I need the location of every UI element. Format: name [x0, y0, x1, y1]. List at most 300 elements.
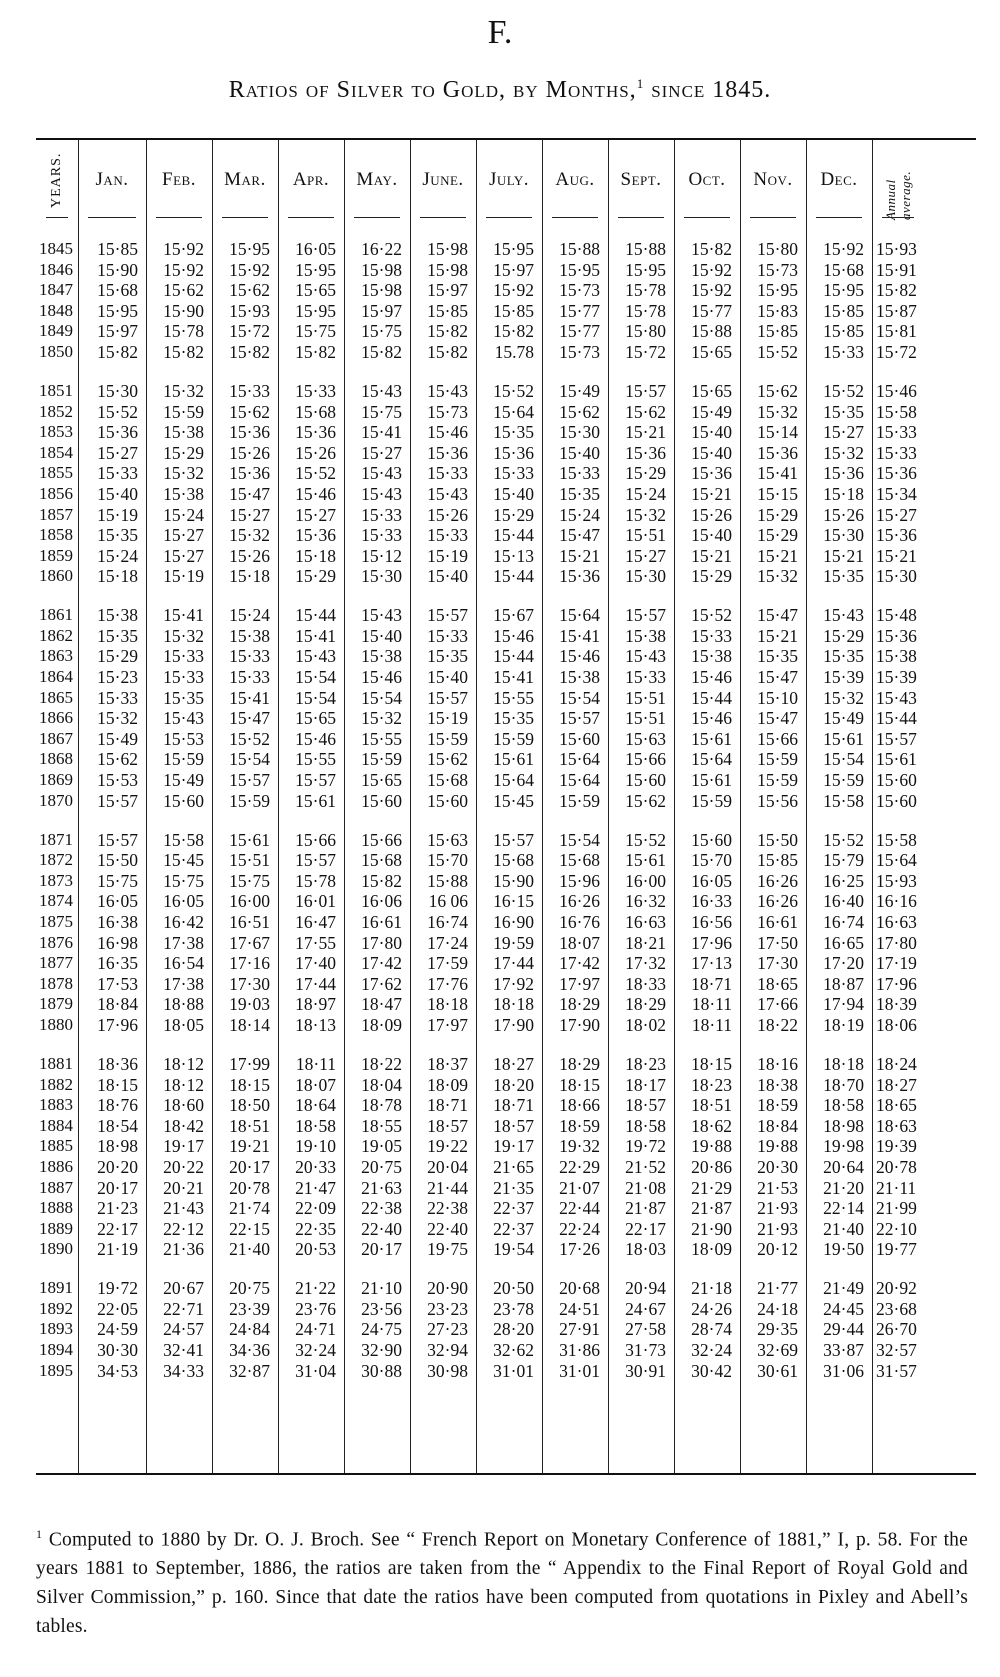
row-group: [212, 381, 278, 587]
table-cell: 21·11: [876, 1177, 917, 1198]
table-cell: 15·46: [559, 646, 600, 667]
table-cell: 15·60: [361, 790, 402, 811]
table-cell: 20·86: [691, 1156, 732, 1177]
table-cell: 16·05: [163, 891, 204, 912]
table-cell: 26·70: [876, 1319, 917, 1340]
table-cell: 29·35: [757, 1319, 798, 1340]
table-cell: 18·23: [691, 1074, 732, 1095]
table-cell: 15·68: [823, 259, 864, 280]
year-cell: 1862: [39, 625, 73, 645]
year-cell: 1884: [39, 1115, 73, 1135]
table-cell: 18·15: [229, 1074, 270, 1095]
table-cell: 15·78: [295, 870, 336, 891]
table-cell: 18·24: [876, 1053, 917, 1074]
table-cell: 18·12: [163, 1074, 204, 1095]
header-rule: [288, 217, 334, 218]
table-cell: 15·82: [691, 239, 732, 259]
table-cell: 18·64: [295, 1095, 336, 1116]
table-cell: 18·57: [625, 1095, 666, 1116]
table-cell: 15·39: [876, 667, 917, 688]
table-cell: 15·24: [229, 605, 270, 626]
table-cell: 15·19: [163, 566, 204, 587]
table-cell: 15·43: [823, 605, 864, 626]
row-group: [212, 1054, 278, 1260]
table-cell: 18·33: [625, 973, 666, 994]
year-cell: 1887: [39, 1177, 73, 1197]
year-cell: 1892: [39, 1298, 73, 1318]
table-cell: 15·38: [361, 646, 402, 667]
table-cell: 18·11: [295, 1053, 336, 1074]
table-cell: 15·21: [757, 545, 798, 566]
table-cell: 15·48: [876, 605, 917, 626]
table-cell: 22·14: [823, 1198, 864, 1219]
table-cell: 18·88: [163, 994, 204, 1015]
table-cell: 18·42: [163, 1115, 204, 1136]
table-cell: 15·66: [295, 829, 336, 850]
column-annual-average: [872, 140, 924, 1473]
table-cell: 15·80: [625, 321, 666, 342]
table-cell: 16·33: [691, 891, 732, 912]
table-cell: 15·36: [229, 422, 270, 443]
column-cells: [806, 239, 872, 1400]
column-header: Aug.: [555, 169, 595, 190]
table-cell: 18·15: [559, 1074, 600, 1095]
table-cell: 15·29: [625, 463, 666, 484]
table-cell: 17·66: [757, 994, 798, 1015]
table-cell: 24·71: [295, 1319, 336, 1340]
table-cell: 16·01: [295, 891, 336, 912]
table-cell: 18·58: [625, 1115, 666, 1136]
table-cell: 17·42: [559, 953, 600, 974]
row-group: [146, 381, 212, 587]
table-cell: 24·18: [757, 1298, 798, 1319]
table-cell: 21·20: [823, 1177, 864, 1198]
table-cell: 15·35: [823, 646, 864, 667]
table-cell: 15·33: [361, 525, 402, 546]
year-cell: 1847: [39, 280, 73, 300]
table-cell: 18·50: [229, 1095, 270, 1116]
table-cell: 31·01: [493, 1360, 534, 1381]
year-cell: 1872: [39, 850, 73, 870]
table-cell: 19·17: [163, 1136, 204, 1157]
table-cell: 15·19: [427, 545, 468, 566]
row-group: [674, 1278, 740, 1381]
year-cell: 1883: [39, 1095, 73, 1115]
header-rule: [486, 217, 532, 218]
row-group: [872, 239, 924, 363]
table-cell: 15·62: [427, 749, 468, 770]
year-cell: 1855: [39, 463, 73, 483]
table-cell: 15·57: [97, 829, 138, 850]
table-cell: 15·82: [876, 280, 917, 301]
table-cell: 17·80: [876, 932, 917, 953]
row-group: [674, 381, 740, 587]
column-cells: [476, 239, 542, 1400]
table-cell: 15·60: [163, 790, 204, 811]
table-cell: 15·95: [229, 239, 270, 259]
table-cell: 15·46: [691, 708, 732, 729]
table-cell: 15·55: [493, 687, 534, 708]
table-cell: 22·35: [295, 1218, 336, 1239]
column-month-3: [278, 140, 345, 1473]
table-cell: 21·93: [757, 1198, 798, 1219]
table-cell: 18·76: [97, 1095, 138, 1116]
row-group: [36, 605, 78, 811]
column-cells: [674, 239, 740, 1400]
table-cell: 20·68: [559, 1278, 600, 1299]
year-cell: 1851: [39, 380, 73, 400]
table-cell: 19·05: [361, 1136, 402, 1157]
table-cell: 15·51: [625, 687, 666, 708]
table-cell: 17·96: [691, 932, 732, 953]
table-cell: 15·49: [559, 380, 600, 401]
table-cell: 15·82: [427, 341, 468, 362]
table-cell: 15·54: [229, 749, 270, 770]
table-cell: 15·33: [559, 463, 600, 484]
table-cell: 15·88: [427, 870, 468, 891]
table-cell: 16·42: [163, 911, 204, 932]
table-cell: 15·56: [757, 790, 798, 811]
table-cell: 15·92: [691, 280, 732, 301]
table-cell: 15·45: [493, 790, 534, 811]
table-cell: 23·23: [427, 1298, 468, 1319]
table-cell: 18·87: [823, 973, 864, 994]
row-group: [278, 239, 344, 363]
year-cell: 1861: [39, 605, 73, 625]
row-group: [278, 1054, 344, 1260]
table-cell: 15·72: [625, 341, 666, 362]
year-cell: 1867: [39, 728, 73, 748]
year-cell: 1876: [39, 932, 73, 952]
table-cell: 15·59: [757, 770, 798, 791]
row-group: [78, 381, 146, 587]
table-cell: 20·67: [163, 1278, 204, 1299]
table-cell: 21·63: [361, 1177, 402, 1198]
table-cell: 15·64: [559, 770, 600, 791]
table-cell: 18·22: [361, 1053, 402, 1074]
table-cell: 16·22: [361, 239, 402, 259]
row-group: [278, 381, 344, 587]
table-cell: 16·47: [295, 911, 336, 932]
table-cell: 15·54: [823, 749, 864, 770]
year-cell: 1853: [39, 422, 73, 442]
table-cell: 15·54: [295, 687, 336, 708]
table-cell: 15·75: [295, 321, 336, 342]
table-cell: 15·43: [427, 483, 468, 504]
appendix-letter: F.: [487, 14, 513, 51]
table-cell: 20·92: [876, 1278, 917, 1299]
table-cell: 15·46: [361, 667, 402, 688]
table-cell: 18·58: [823, 1095, 864, 1116]
table-cell: 15·63: [625, 728, 666, 749]
table-cell: 15·92: [229, 259, 270, 280]
table-cell: 15·62: [229, 280, 270, 301]
table-cell: 15·33: [427, 525, 468, 546]
column-header: Sept.: [620, 169, 662, 190]
table-cell: 15·32: [757, 566, 798, 587]
table-cell: 16·26: [559, 891, 600, 912]
table-cell: 21·22: [295, 1278, 336, 1299]
table-cell: 15·50: [97, 850, 138, 871]
table-cell: 17·90: [559, 1014, 600, 1035]
table-cell: 18·18: [493, 994, 534, 1015]
table-cell: 18·71: [493, 1095, 534, 1116]
table-cell: 15·98: [361, 280, 402, 301]
table-cell: 15·41: [229, 687, 270, 708]
table-cell: 16·25: [823, 870, 864, 891]
row-group: [674, 605, 740, 811]
table-cell: 15·40: [691, 525, 732, 546]
row-group: [212, 605, 278, 811]
table-cell: 18·07: [295, 1074, 336, 1095]
table-cell: 18·78: [361, 1095, 402, 1116]
year-cell: 1858: [39, 525, 73, 545]
table-cell: 15·44: [493, 566, 534, 587]
table-cell: 15·95: [757, 280, 798, 301]
table-cell: 16·15: [493, 891, 534, 912]
table-cell: 30·91: [625, 1360, 666, 1381]
table-cell: 15·38: [559, 667, 600, 688]
table-cell: 15·38: [625, 625, 666, 646]
table-cell: 15·30: [823, 525, 864, 546]
table-cell: 19·54: [493, 1239, 534, 1260]
table-cell: 15·46: [493, 625, 534, 646]
table-cell: 15·30: [559, 422, 600, 443]
table-cell: 18·27: [493, 1053, 534, 1074]
table-cell: 15·27: [163, 545, 204, 566]
table-cell: 16·54: [163, 953, 204, 974]
table-cell: 18·18: [823, 1053, 864, 1074]
table-cell: 15·32: [163, 625, 204, 646]
table-cell: 15·38: [97, 605, 138, 626]
table-cell: 15·80: [757, 239, 798, 259]
header-rule: [420, 217, 466, 218]
table-cell: 15·35: [559, 483, 600, 504]
table-cell: 21·07: [559, 1177, 600, 1198]
table-cell: 15·51: [229, 850, 270, 871]
table-cell: 15·52: [691, 605, 732, 626]
table-cell: 17·13: [691, 953, 732, 974]
table-cell: 17·90: [493, 1014, 534, 1035]
table-cell: 15·92: [691, 259, 732, 280]
table-cell: 15·60: [876, 770, 917, 791]
table-cell: 20·64: [823, 1156, 864, 1177]
row-group: [212, 1278, 278, 1381]
row-group: [674, 1054, 740, 1260]
table-cell: 28·20: [493, 1319, 534, 1340]
table-cell: 15·35: [493, 708, 534, 729]
table-cell: 15·43: [625, 646, 666, 667]
table-cell: 15·40: [97, 483, 138, 504]
table-cell: 15·58: [163, 829, 204, 850]
row-group: [476, 605, 542, 811]
table-cell: 15·26: [295, 442, 336, 463]
table-cell: 15·21: [823, 545, 864, 566]
table-cell: 15·27: [876, 504, 917, 525]
table-cell: 19·88: [691, 1136, 732, 1157]
column-header: Annual average.: [883, 170, 913, 220]
row-group: [872, 381, 924, 587]
table-cell: 17·53: [97, 973, 138, 994]
row-group: [740, 1054, 806, 1260]
table-cell: 15·36: [427, 442, 468, 463]
table-cell: 15·40: [361, 625, 402, 646]
table-cell: 15·27: [163, 525, 204, 546]
table-cell: 18·39: [876, 994, 917, 1015]
table-cell: 15·77: [559, 321, 600, 342]
table-cell: 15·40: [427, 566, 468, 587]
table-cell: 15·27: [295, 504, 336, 525]
table-cell: 15·35: [97, 625, 138, 646]
table-cell: 15·47: [757, 667, 798, 688]
table-cell: 21·08: [625, 1177, 666, 1198]
table-cell: 15·59: [493, 728, 534, 749]
table-cell: 15·87: [876, 300, 917, 321]
table-cell: 27·91: [559, 1319, 600, 1340]
table-cell: 16·74: [823, 911, 864, 932]
table-cell: 20·17: [361, 1239, 402, 1260]
table-cell: 15·61: [823, 728, 864, 749]
table-cell: 15·43: [361, 483, 402, 504]
table-cell: 24·51: [559, 1298, 600, 1319]
table-cell: 21·47: [295, 1177, 336, 1198]
table-cell: 18·18: [427, 994, 468, 1015]
table-cell: 15·53: [97, 770, 138, 791]
table-cell: 18·38: [757, 1074, 798, 1095]
table-cell: 15·52: [625, 829, 666, 850]
row-group: [78, 830, 146, 1036]
table-cell: 15·33: [427, 625, 468, 646]
year-cell: 1871: [39, 829, 73, 849]
year-cell: 1885: [39, 1136, 73, 1156]
table-cell: 16·61: [361, 911, 402, 932]
row-group: [146, 830, 212, 1036]
table-cell: 15·45: [163, 850, 204, 871]
table-cell: 15·32: [823, 442, 864, 463]
table-cell: 22·17: [97, 1218, 138, 1239]
table-cell: 15·72: [876, 341, 917, 362]
table-cell: 15·61: [691, 770, 732, 791]
table-cell: 15·90: [97, 259, 138, 280]
table-cell: 18·11: [691, 994, 732, 1015]
column-month-11: [806, 140, 873, 1473]
table-cell: 17·30: [229, 973, 270, 994]
table-cell: 21·99: [876, 1198, 917, 1219]
table-cell: 18·65: [757, 973, 798, 994]
table-cell: 18·62: [691, 1115, 732, 1136]
table-cell: 21·43: [163, 1198, 204, 1219]
table-cell: 15·52: [97, 401, 138, 422]
table-cell: 16 06: [428, 891, 468, 912]
table-cell: 15·73: [559, 280, 600, 301]
table-cell: 15·88: [691, 321, 732, 342]
table-cell: 15·33: [229, 667, 270, 688]
table-cell: 16·90: [493, 911, 534, 932]
table-cell: 15·10: [757, 687, 798, 708]
year-cell: 1874: [39, 891, 73, 911]
table-cell: 15·26: [427, 504, 468, 525]
year-cell: 1893: [39, 1319, 73, 1339]
table-cell: 15·24: [163, 504, 204, 525]
table-cell: 18·58: [295, 1115, 336, 1136]
table-cell: 15·73: [757, 259, 798, 280]
table-cell: 31·06: [823, 1360, 864, 1381]
table-cell: 15·59: [559, 790, 600, 811]
table-cell: 15·62: [757, 380, 798, 401]
table-cell: 18·04: [361, 1074, 402, 1095]
table-cell: 15·35: [823, 401, 864, 422]
table-cell: 18·71: [427, 1095, 468, 1116]
table-cell: 15·62: [97, 749, 138, 770]
column-cells: [78, 239, 146, 1400]
table-cell: 15·19: [427, 708, 468, 729]
table-cell: 15·36: [876, 463, 917, 484]
table-cell: 18·63: [876, 1115, 917, 1136]
table-cell: 31·01: [559, 1360, 600, 1381]
table-cell: 15·21: [757, 625, 798, 646]
table-cell: 15·44: [493, 525, 534, 546]
table-cell: 15·79: [823, 850, 864, 871]
table-cell: 19·21: [229, 1136, 270, 1157]
table-cell: 21·19: [97, 1239, 138, 1260]
table-cell: 15·83: [757, 300, 798, 321]
table-cell: 15·88: [559, 239, 600, 259]
table-cell: 16·32: [625, 891, 666, 912]
table-cell: 15·61: [493, 749, 534, 770]
row-group: [212, 239, 278, 363]
table-cell: 18·70: [823, 1074, 864, 1095]
table-cell: 15·68: [97, 280, 138, 301]
table-cell: 19·75: [427, 1239, 468, 1260]
year-cell: 1894: [39, 1340, 73, 1360]
column-header: Nov.: [753, 169, 793, 190]
table-cell: 15·33: [163, 646, 204, 667]
row-group: [476, 830, 542, 1036]
table-cell: 19·59: [493, 932, 534, 953]
column-cells: [410, 239, 476, 1400]
table-cell: 15·57: [559, 708, 600, 729]
table-cell: 15·82: [361, 341, 402, 362]
row-group: [476, 1054, 542, 1260]
row-group: [146, 1278, 212, 1381]
table-cell: 20·17: [97, 1177, 138, 1198]
table-cell: 18·55: [361, 1115, 402, 1136]
table-cell: 20·30: [757, 1156, 798, 1177]
table-cell: 15·21: [691, 483, 732, 504]
table-cell: 19·98: [823, 1136, 864, 1157]
table-cell: 15·21: [691, 545, 732, 566]
header-rule: [222, 217, 268, 218]
table-cell: 15·81: [876, 321, 917, 342]
table-cell: 21·52: [625, 1156, 666, 1177]
table-cell: 34·33: [163, 1360, 204, 1381]
table-cell: 15·26: [691, 504, 732, 525]
column-month-0: [78, 140, 147, 1473]
table-cell: 15·59: [163, 401, 204, 422]
table-cell: 22·37: [493, 1218, 534, 1239]
title-footnote-mark: 1: [636, 76, 645, 91]
table-cell: 15·57: [876, 728, 917, 749]
table-cell: 18·15: [97, 1074, 138, 1095]
table-cell: 15·64: [876, 850, 917, 871]
table-cell: 19·72: [97, 1278, 138, 1299]
table-cell: 20·50: [493, 1278, 534, 1299]
column-header: Dec.: [820, 169, 858, 190]
table-cell: 15·95: [295, 300, 336, 321]
table-cell: 15·40: [691, 442, 732, 463]
table-cell: 18·09: [691, 1239, 732, 1260]
table-cell: 15·82: [295, 341, 336, 362]
